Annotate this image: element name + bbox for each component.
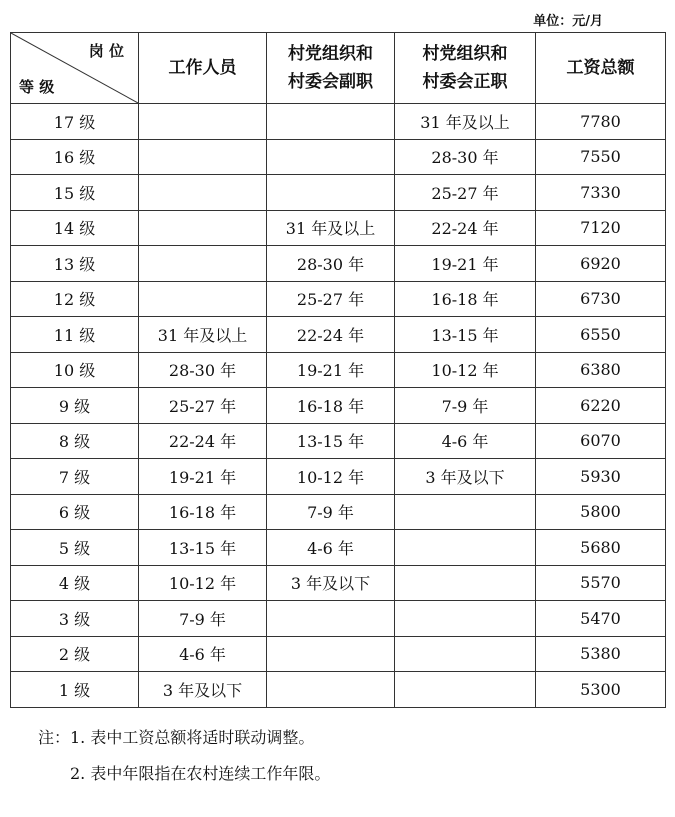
- header-deputy-line2: 村委会副职: [288, 72, 373, 92]
- staff-years-cell: 13-15 年: [139, 530, 267, 566]
- deputy-years-cell: [267, 139, 395, 175]
- table-body: [11, 104, 666, 708]
- chief-years-cell: 10-12 年: [395, 352, 536, 388]
- staff-years-cell: [139, 246, 267, 282]
- table-row: [11, 210, 666, 246]
- staff-years-cell: 28-30 年: [139, 352, 267, 388]
- deputy-years-cell: [267, 104, 395, 140]
- note-line-1: 注：1. 表中工资总额将适时联动调整。: [38, 728, 315, 747]
- table-row: [11, 246, 666, 282]
- staff-years-cell: 10-12 年: [139, 565, 267, 601]
- chief-years-cell: [395, 601, 536, 637]
- level-cell: 12 级: [11, 281, 139, 317]
- deputy-years-cell: 22-24 年: [267, 317, 395, 353]
- table-row: [11, 565, 666, 601]
- total-salary-cell: 5930: [536, 459, 666, 495]
- deputy-years-cell: 10-12 年: [267, 459, 395, 495]
- level-cell: 9 级: [11, 388, 139, 424]
- staff-years-cell: 22-24 年: [139, 423, 267, 459]
- staff-years-cell: [139, 139, 267, 175]
- staff-years-cell: 16-18 年: [139, 494, 267, 530]
- level-cell: 14 级: [11, 210, 139, 246]
- level-cell: 5 级: [11, 530, 139, 566]
- deputy-years-cell: 7-9 年: [267, 494, 395, 530]
- deputy-years-cell: 19-21 年: [267, 352, 395, 388]
- total-salary-cell: 7330: [536, 175, 666, 211]
- deputy-years-cell: 3 年及以下: [267, 565, 395, 601]
- chief-years-cell: 22-24 年: [395, 210, 536, 246]
- corner-header-cell: [11, 33, 139, 104]
- table-row: [11, 423, 666, 459]
- level-cell: 13 级: [11, 246, 139, 282]
- table-row: [11, 601, 666, 637]
- table-row: [11, 494, 666, 530]
- deputy-years-cell: 4-6 年: [267, 530, 395, 566]
- header-deputy: [267, 33, 395, 104]
- chief-years-cell: [395, 530, 536, 566]
- total-salary-cell: 5570: [536, 565, 666, 601]
- header-total-label: 工资总额: [566, 58, 635, 78]
- level-cell: 4 级: [11, 565, 139, 601]
- header-staff-label: 工作人员: [168, 58, 237, 78]
- chief-years-cell: [395, 672, 536, 708]
- table-row: [11, 352, 666, 388]
- total-salary-cell: 7550: [536, 139, 666, 175]
- chief-years-cell: 3 年及以下: [395, 459, 536, 495]
- chief-years-cell: 19-21 年: [395, 246, 536, 282]
- chief-years-cell: 13-15 年: [395, 317, 536, 353]
- total-salary-cell: 6070: [536, 423, 666, 459]
- deputy-years-cell: [267, 672, 395, 708]
- table-row: [11, 636, 666, 672]
- level-cell: 10 级: [11, 352, 139, 388]
- staff-years-cell: 31 年及以上: [139, 317, 267, 353]
- chief-years-cell: 31 年及以上: [395, 104, 536, 140]
- table-row: [11, 388, 666, 424]
- level-cell: 7 级: [11, 459, 139, 495]
- corner-level-label: 等 级: [19, 78, 55, 96]
- deputy-years-cell: 16-18 年: [267, 388, 395, 424]
- chief-years-cell: 7-9 年: [395, 388, 536, 424]
- staff-years-cell: [139, 175, 267, 211]
- level-cell: 1 级: [11, 672, 139, 708]
- deputy-years-cell: 31 年及以上: [267, 210, 395, 246]
- total-salary-cell: 7120: [536, 210, 666, 246]
- total-salary-cell: 7780: [536, 104, 666, 140]
- header-row: [11, 33, 666, 104]
- chief-years-cell: 28-30 年: [395, 139, 536, 175]
- table-row: [11, 175, 666, 211]
- notes: [38, 720, 330, 792]
- unit-label: 单位：元/月: [533, 14, 603, 29]
- level-cell: 16 级: [11, 139, 139, 175]
- staff-years-cell: [139, 281, 267, 317]
- header-chief-line2: 村委会正职: [422, 72, 508, 92]
- table-row: [11, 459, 666, 495]
- total-salary-cell: 5300: [536, 672, 666, 708]
- header-deputy-line1: 村党组织和: [288, 44, 373, 64]
- level-cell: 2 级: [11, 636, 139, 672]
- level-cell: 3 级: [11, 601, 139, 637]
- level-cell: 17 级: [11, 104, 139, 140]
- table-row: [11, 281, 666, 317]
- deputy-years-cell: 13-15 年: [267, 423, 395, 459]
- deputy-years-cell: [267, 601, 395, 637]
- chief-years-cell: [395, 565, 536, 601]
- table-header: [11, 33, 666, 104]
- staff-years-cell: [139, 104, 267, 140]
- deputy-years-cell: 28-30 年: [267, 246, 395, 282]
- total-salary-cell: 5800: [536, 494, 666, 530]
- table-row: [11, 672, 666, 708]
- level-cell: 6 级: [11, 494, 139, 530]
- staff-years-cell: 7-9 年: [139, 601, 267, 637]
- staff-years-cell: 3 年及以下: [139, 672, 267, 708]
- level-cell: 11 级: [11, 317, 139, 353]
- staff-years-cell: 25-27 年: [139, 388, 267, 424]
- deputy-years-cell: 25-27 年: [267, 281, 395, 317]
- deputy-years-cell: [267, 175, 395, 211]
- chief-years-cell: 25-27 年: [395, 175, 536, 211]
- header-chief-line1: 村党组织和: [422, 44, 508, 64]
- corner-post-label: 岗 位: [88, 42, 124, 60]
- chief-years-cell: 4-6 年: [395, 423, 536, 459]
- level-cell: 8 级: [11, 423, 139, 459]
- total-salary-cell: 6220: [536, 388, 666, 424]
- staff-years-cell: [139, 210, 267, 246]
- total-salary-cell: 5680: [536, 530, 666, 566]
- header-chief: [395, 33, 536, 104]
- salary-table: [10, 32, 666, 708]
- level-cell: 15 级: [11, 175, 139, 211]
- total-salary-cell: 6730: [536, 281, 666, 317]
- total-salary-cell: 6920: [536, 246, 666, 282]
- staff-years-cell: 19-21 年: [139, 459, 267, 495]
- total-salary-cell: 5380: [536, 636, 666, 672]
- table-row: [11, 104, 666, 140]
- chief-years-cell: [395, 494, 536, 530]
- staff-years-cell: 4-6 年: [139, 636, 267, 672]
- table-row: [11, 317, 666, 353]
- total-salary-cell: 6550: [536, 317, 666, 353]
- total-salary-cell: 5470: [536, 601, 666, 637]
- note-line-2: 2. 表中年限指在农村连续工作年限。: [70, 764, 331, 783]
- header-total: [536, 33, 666, 104]
- table-row: [11, 139, 666, 175]
- chief-years-cell: [395, 636, 536, 672]
- total-salary-cell: 6380: [536, 352, 666, 388]
- table-row: [11, 530, 666, 566]
- chief-years-cell: 16-18 年: [395, 281, 536, 317]
- deputy-years-cell: [267, 636, 395, 672]
- header-staff: [139, 33, 267, 104]
